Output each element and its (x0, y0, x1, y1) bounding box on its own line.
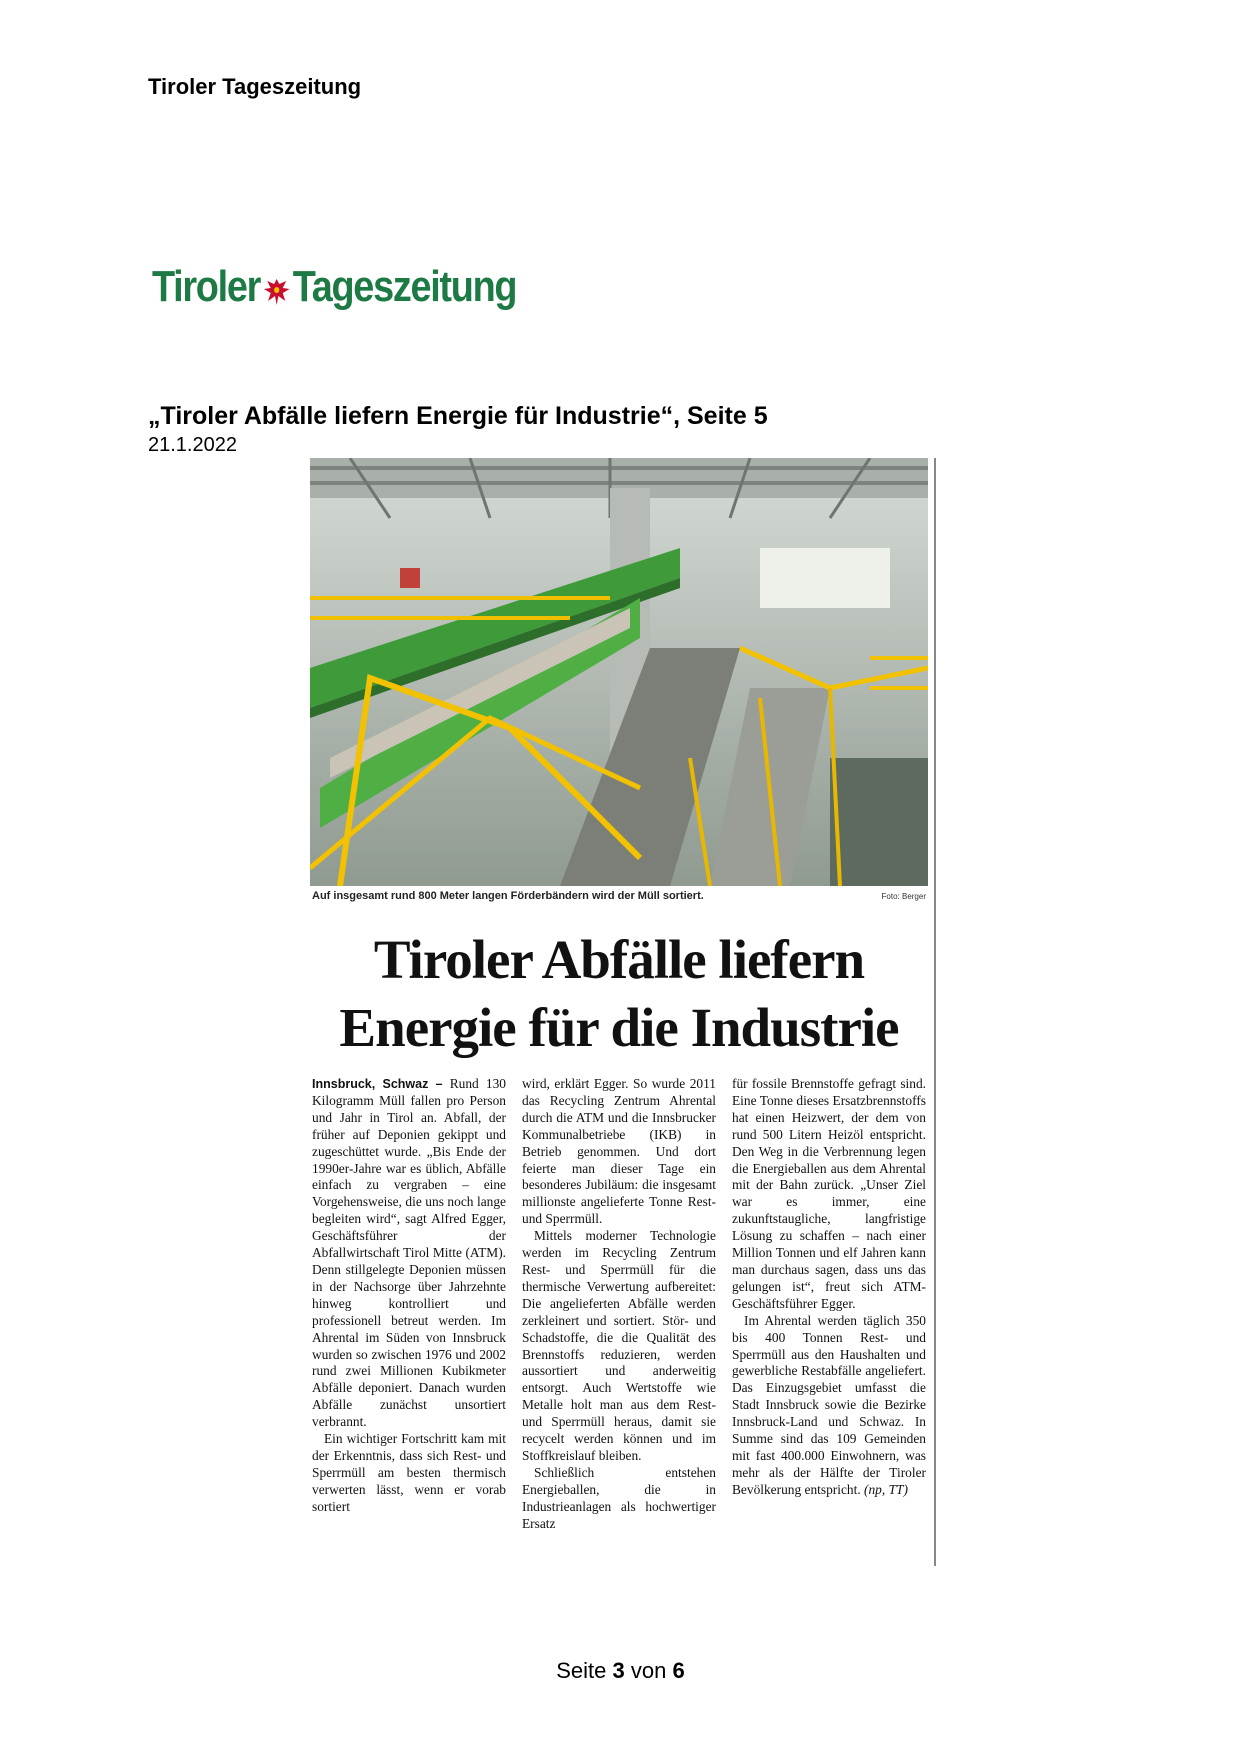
article-headline-line2: Energie für die Industrie (339, 997, 899, 1058)
eagle-icon (262, 270, 291, 304)
recycling-plant-photo (310, 458, 928, 886)
col3-paragraph-1: für fossile Brennstoffe gefragt sind. Eine Tonne dieses Ersatzbrennstoffs hat einen Heizwert, der dem von rund 500 Litern Heizöl entspricht. Den Weg in die Verbrennung legen die Energieballen aus dem Ahrental mit der Bahn zurück. „Unser Ziel war es immer, eine zukunftstaugliche, langfristige Lösung zu schaffen – nach einer Million Tonnen und elf Jahren kann man durchaus sagen, dass uns das gelungen ist“, freut sich ATM-Geschäftsführer Egger. (732, 1076, 926, 1311)
clipping-edge (934, 458, 936, 1566)
logo-text-1: Tiroler (152, 262, 261, 311)
photo-credit: Foto: Berger (881, 892, 926, 901)
article-headline-line1: Tiroler Abfälle liefern (373, 929, 865, 990)
col3-paragraph-2: Im Ahrental werden täglich 350 bis 400 Tonnen Rest- und Sperrmüll aus den Haushalten und gewerbliche Restabfälle angeliefert. Das Einzugsgebiet umfasst die Stadt Innsbruck sowie die Bezirke Innsbruck-Land und Schwaz. In Summe sind das 109 Gemeinden mit fast 400.000 Einwohnern, was mehr als der Hälfte der Tiroler Bevölkerung entspricht. (732, 1312, 926, 1497)
photo-caption: Auf insgesamt rund 800 Meter langen Förderbändern wird der Müll sortiert. (312, 890, 704, 902)
logo-text-2: Tageszeitung (292, 262, 517, 311)
col2-paragraph-1: wird, erklärt Egger. So wurde 2011 das Recycling Zentrum Ahrental durch die ATM und die Innsbrucker Kommunalbetriebe (IKB) in Betrieb genommen. Und dort feierte man dieser Tage ein besonderes Jubiläum: die insgesamt millionste angelieferte Tonne Rest- und Sperrmüll. (522, 1076, 716, 1227)
col1-paragraph-1: Rund 130 Kilogramm Müll fallen pro Person und Jahr in Tirol an. Abfall, der früher auf Deponien gekippt und zugeschüttet wurde. „Bis Ende der 1990er-Jahre war es üblich, Abfälle einfach zu vergraben – eine Vorgehensweise, die uns noch lange begleiten wird“, sagt Alfred Egger, Geschäftsführer der Abfallwirtschaft Tirol Mitte (ATM). Denn stillgelegte Deponien müssen in der Nachsorge über Jahrzehnte hinweg kontrolliert und professionell betreut werden. Im Ahrental im Süden von Innsbruck wurden so zwischen 1976 und 2002 rund zwei Millionen Kubikmeter Abfälle deponiert. Danach wurden Abfälle zunächst unsortiert verbrannt. (312, 1076, 506, 1430)
newspaper-clipping (310, 458, 934, 1566)
article-column-1 (312, 1076, 506, 1516)
page-footer (0, 1658, 1241, 1684)
footer-prefix: Seite (556, 1658, 607, 1683)
page-header: Tiroler Tageszeitung (148, 74, 362, 99)
document-date: 21.1.2022 (148, 434, 237, 456)
document-title: „Tiroler Abfälle liefern Energie für Industrie“, Seite 5 (148, 402, 768, 430)
footer-total-pages: 6 (672, 1658, 685, 1683)
col2-paragraph-2: Mittels moderner Technologie werden im Recycling Zentrum Rest- und Sperrmüll für die thermische Verwertung aufbereitet: Die angelieferten Abfälle werden zerkleinert und sortiert. Stör- und Schadstoffe, die die Qualität des Brennstoffs reduzieren, werden aussortiert und anderweitig entsorgt. Auch Wertstoffe wie Metalle holt man aus dem Rest- und Sperrmüll heraus, damit sie recycelt werden können und im Stoffkreislauf bleiben. (522, 1228, 716, 1463)
footer-middle: von (630, 1658, 667, 1683)
article-signature: (np, TT) (864, 1481, 908, 1497)
newspaper-logo (152, 262, 516, 312)
article-column-3 (732, 1076, 926, 1499)
article-dateline: Innsbruck, Schwaz – (312, 1077, 443, 1091)
article-column-2 (522, 1076, 716, 1532)
col1-paragraph-2: Ein wichtiger Fortschritt kam mit der Erkenntnis, dass sich Rest- und Sperrmüll am besten thermisch verwerten lässt, wenn er vorab sortiert (312, 1431, 506, 1514)
col2-paragraph-3: Schließlich entstehen Energieballen, die in Industrieanlagen als hochwertiger Ersatz (522, 1464, 716, 1531)
footer-current-page: 3 (612, 1658, 625, 1683)
